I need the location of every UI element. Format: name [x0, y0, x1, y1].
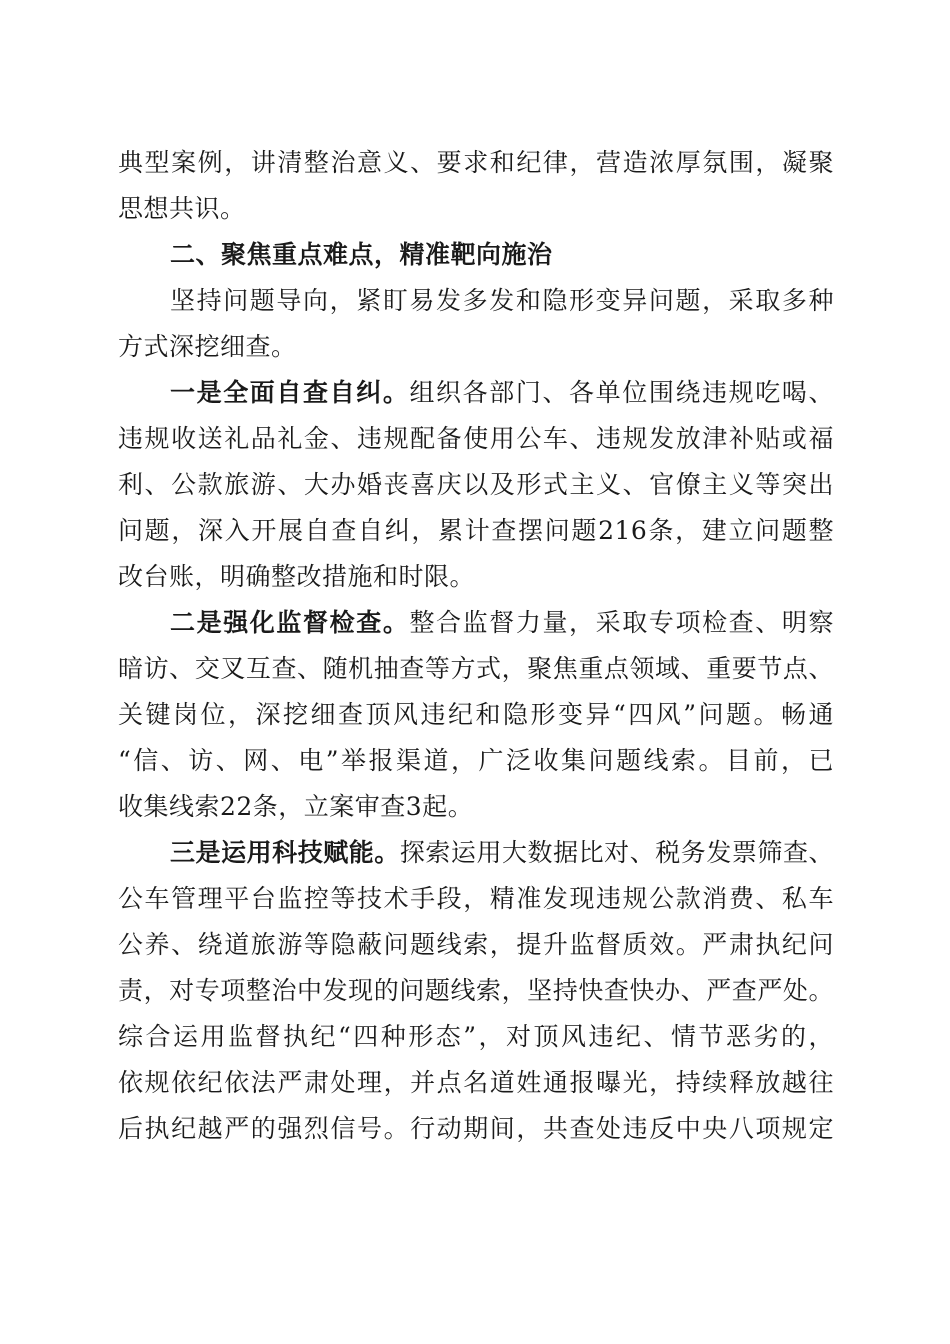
text-line	[118, 600, 834, 646]
paragraph-item-2	[118, 600, 834, 830]
document-page	[118, 140, 834, 1152]
text-line: “信、访、网、电”举报渠道，广泛收集问题线索。目前，已	[118, 746, 834, 775]
item-lead: 一是全面自查自纠。	[170, 378, 410, 407]
paragraph-item-1	[118, 370, 834, 600]
item-text: 探索运用大数据比对、税务发票筛查、	[399, 838, 834, 867]
item-text: 组织各部门、各单位围绕违规吃喝、	[409, 378, 834, 407]
text-line: 公车管理平台监控等技术手段，精准发现违规公款消费、私车	[118, 884, 834, 913]
paragraph	[118, 140, 834, 232]
paragraph-item-3	[118, 830, 834, 1152]
text-line: 典型案例，讲清整治意义、要求和纪律，营造浓厚氛围，凝聚	[118, 148, 834, 177]
item-text: 整合监督力量，采取专项检查、明察	[409, 608, 834, 637]
text-line: 综合运用监督执纪“四种形态”，对顶风违纪、情节恶劣的，	[118, 1022, 834, 1051]
text-line: 问题，深入开展自查自纠，累计查摆问题216条，建立问题整	[118, 516, 834, 545]
text-line: 关键岗位，深挖细查顶风违纪和隐形变异“四风”问题。畅通	[118, 700, 834, 729]
section-heading: 二、聚焦重点难点，精准靶向施治	[170, 240, 553, 269]
text-line: 公养、绕道旅游等隐蔽问题线索，提升监督质效。严肃执纪问	[118, 930, 834, 959]
text-line: 利、公款旅游、大办婚丧喜庆以及形式主义、官僚主义等突出	[118, 470, 834, 499]
text-line: 责，对专项整治中发现的问题线索，坚持快查快办、严查严处。	[118, 976, 834, 1005]
text-line	[118, 830, 834, 876]
paragraph	[118, 278, 834, 370]
text-line: 收集线索22条，立案审查3起。	[118, 792, 474, 821]
text-line: 方式深挖细查。	[118, 332, 297, 361]
text-line: 违规收送礼品礼金、违规配备使用公车、违规发放津补贴或福	[118, 424, 834, 453]
text-line: 依规依纪依法严肃处理，并点名道姓通报曝光，持续释放越往	[118, 1068, 834, 1097]
text-line: 改台账，明确整改措施和时限。	[118, 562, 476, 591]
item-lead: 二是强化监督检查。	[170, 608, 410, 637]
text-line: 暗访、交叉互查、随机抽查等方式，聚焦重点领域、重要节点、	[118, 654, 834, 683]
item-lead: 三是运用科技赋能。	[170, 838, 400, 867]
text-line	[118, 370, 834, 416]
text-line: 思想共识。	[118, 194, 246, 223]
text-line: 坚持问题导向，紧盯易发多发和隐形变异问题，采取多种	[170, 286, 834, 315]
text-line: 后执纪越严的强烈信号。行动期间，共查处违反中央八项规定	[118, 1114, 834, 1143]
